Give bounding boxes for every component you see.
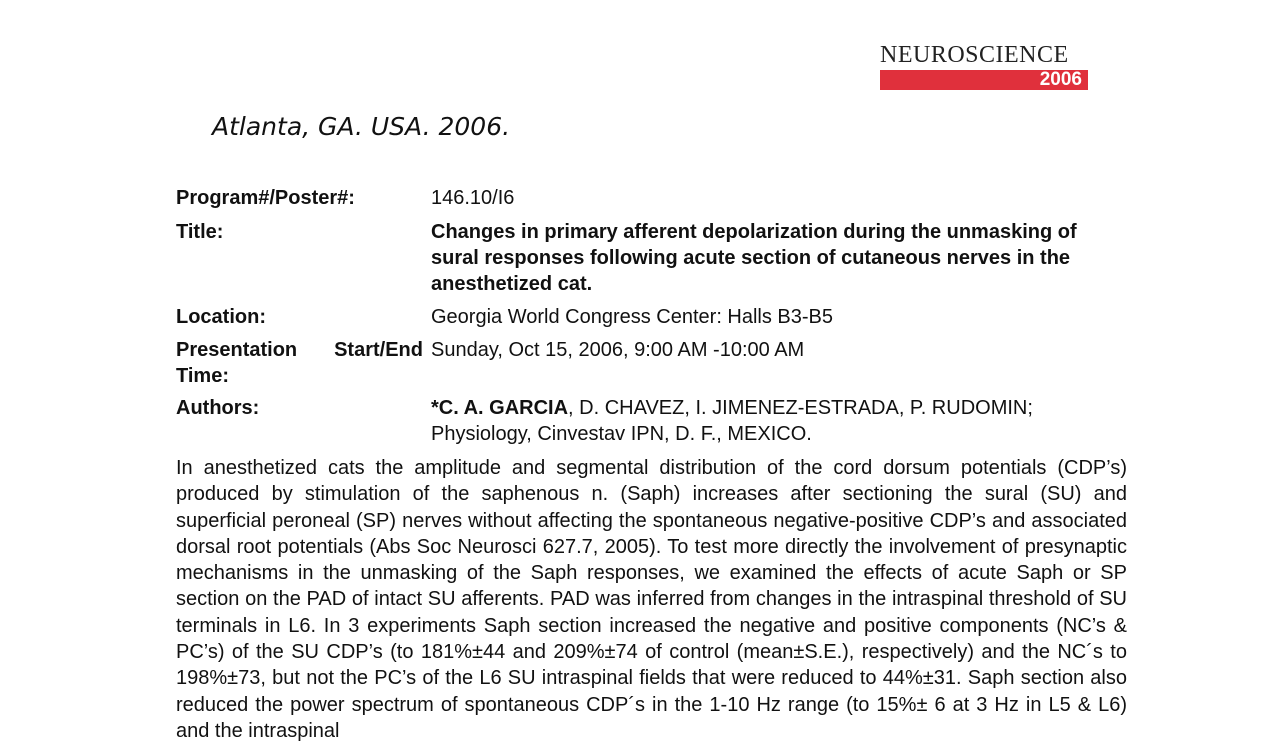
affiliation: Physiology, Cinvestav IPN, D. F., MEXICO.: [431, 423, 812, 445]
program-value: 146.10/I6: [431, 187, 515, 209]
location-value: Georgia World Congress Center: Halls B3-B5: [431, 306, 834, 328]
meeting-location-line: Atlanta, GA. USA. 2006.: [212, 112, 511, 141]
presentation-value: Sunday, Oct 15, 2006, 9:00 AM -10:00 AM: [431, 339, 805, 361]
authors-value: [431, 395, 1127, 447]
presentation-label-word3: Time:: [176, 365, 229, 387]
location-label: Location:: [176, 306, 266, 328]
abstract-body: In anesthetized cats the amplitude and segmental distribution of the cord dorsum potentials (CDP’s) produced by stimulation of the saphenous n. (Saph) increases after sectioning the sural (SU) and superficial peroneal (SP) nerves without affecting the spontaneous negative-positive CDP’s and associated dorsal root potentials (Abs Soc Neurosci 627.7, 2005). To test more directly the involvement of presynaptic mechanisms in the unmasking of the Saph responses, we examined the effects of acute Saph or SP section on the PAD of intact SU afferents. PAD was inferred from changes in the intraspinal threshold of SU terminals in L6. In 3 experiments Saph section increased the negative and positive components (NC’s & PC’s) of the SU CDP’s (to 181%±44 and 209%±74 of control (mean±S.E.), respectively) and the NC´s to 198%±73, but not the PC’s of the L6 SU intraspinal fields that were reduced to 44%±31. Saph section also reduced the power spectrum of spontaneous CDP´s in the 1-10 Hz range (to 15%± 6 at 3 Hz in L5 & L6) and the intraspinal: [176, 457, 1127, 742]
abstract-title: Changes in primary afferent depolarization during the unmasking of sural responses following acute section of cutaneous nerves in the anesthetized cat.: [431, 221, 1077, 295]
logo-wordmark: NEUROSCIENCE: [880, 42, 1069, 68]
lead-author: *C. A. GARCIA: [431, 397, 569, 419]
logo-year-bar: [880, 70, 1088, 90]
presentation-label-word2: Start/End: [334, 339, 423, 361]
logo-year: 2006: [1039, 69, 1082, 90]
authors-label: Authors:: [176, 397, 260, 419]
program-label: Program#/Poster#:: [176, 187, 355, 209]
coauthors: , D. CHAVEZ, I. JIMENEZ-ESTRADA, P. RUDOMIN;: [568, 397, 1033, 419]
presentation-label: [176, 337, 423, 389]
neuroscience-2006-logo: [878, 40, 1090, 92]
title-label: Title:: [176, 221, 224, 243]
presentation-label-word1: Presentation: [176, 339, 298, 361]
